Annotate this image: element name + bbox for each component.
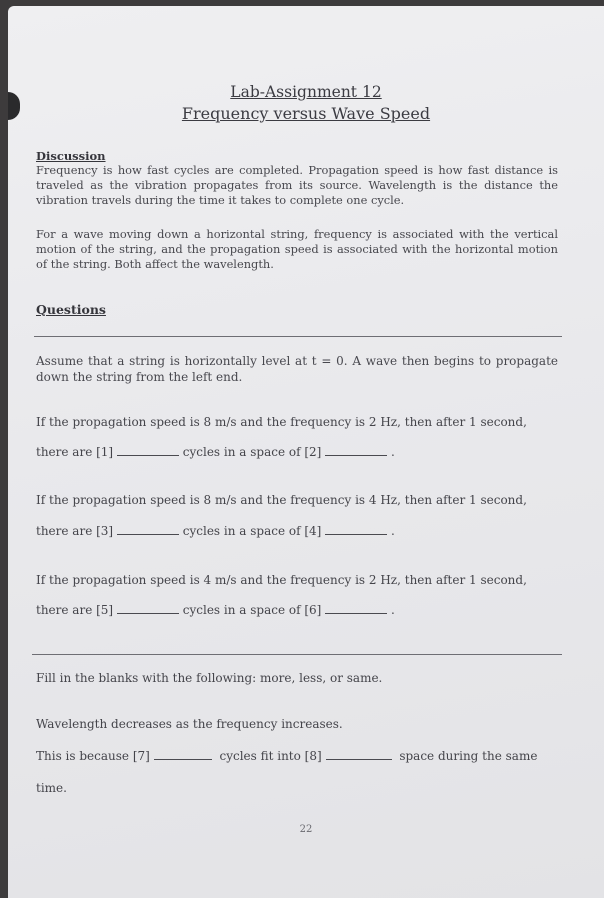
divider-top: [34, 336, 562, 337]
because-suffix: space during the same: [399, 749, 538, 763]
question-1-mid: cycles in a space of [2]: [182, 445, 322, 459]
question-3-blanks: [36, 603, 395, 617]
question-1-period: .: [391, 445, 395, 459]
question-1-prefix: there are [1]: [36, 445, 114, 459]
blank-7[interactable]: [154, 749, 212, 760]
question-2-text: If the propagation speed is 8 m/s and the frequency is 4 Hz, then after 1 second,: [36, 493, 527, 507]
blank-3[interactable]: [117, 524, 179, 535]
worksheet-page: [8, 6, 604, 898]
discussion-paragraph-1: Frequency is how fast cycles are completed. Propagation speed is how fast distance is traveled as the vibration propagates from its source. Wavelength is the distance the vibration travels during the time it takes to complete one cycle.: [36, 163, 558, 207]
because-line: [36, 749, 537, 763]
question-2-period: .: [391, 524, 395, 538]
blank-5[interactable]: [117, 603, 179, 614]
blank-6[interactable]: [325, 603, 387, 614]
question-3-mid: cycles in a space of [6]: [182, 603, 322, 617]
questions-intro: Assume that a string is horizontally level at t = 0. A wave then begins to propagate down the string from the left end.: [36, 354, 558, 384]
page-number: 22: [299, 824, 313, 835]
because-prefix: This is because [7]: [36, 749, 150, 763]
blank-2[interactable]: [325, 445, 387, 456]
assignment-subtitle: Frequency versus Wave Speed: [181, 104, 431, 123]
question-2-blanks: [36, 524, 395, 538]
wavelength-statement: Wavelength decreases as the frequency increases.: [36, 717, 343, 731]
question-3-text: If the propagation speed is 4 m/s and the frequency is 2 Hz, then after 1 second,: [36, 573, 527, 587]
question-3-prefix: there are [5]: [36, 603, 114, 617]
because-end: time.: [36, 781, 67, 795]
blank-4[interactable]: [325, 524, 387, 535]
question-1-text: If the propagation speed is 8 m/s and the frequency is 2 Hz, then after 1 second,: [36, 415, 527, 429]
discussion-paragraph-2: For a wave moving down a horizontal string, frequency is associated with the vertical motion of the string, and the propagation speed is associated with the horizontal motion of the string. Both affect the wavelength.: [36, 227, 558, 271]
questions-heading: Questions: [36, 302, 106, 317]
blank-1[interactable]: [117, 445, 179, 456]
question-2-prefix: there are [3]: [36, 524, 114, 538]
question-1-blanks: [36, 445, 395, 459]
fill-instruction: Fill in the blanks with the following: more, less, or same.: [36, 671, 383, 685]
blank-8[interactable]: [326, 749, 392, 760]
question-3-period: .: [391, 603, 395, 617]
because-mid: cycles fit into [8]: [219, 749, 322, 763]
discussion-heading: Discussion: [36, 149, 106, 163]
divider-bottom: [32, 654, 562, 655]
question-2-mid: cycles in a space of [4]: [182, 524, 322, 538]
assignment-title: Lab-Assignment 12: [230, 83, 382, 101]
